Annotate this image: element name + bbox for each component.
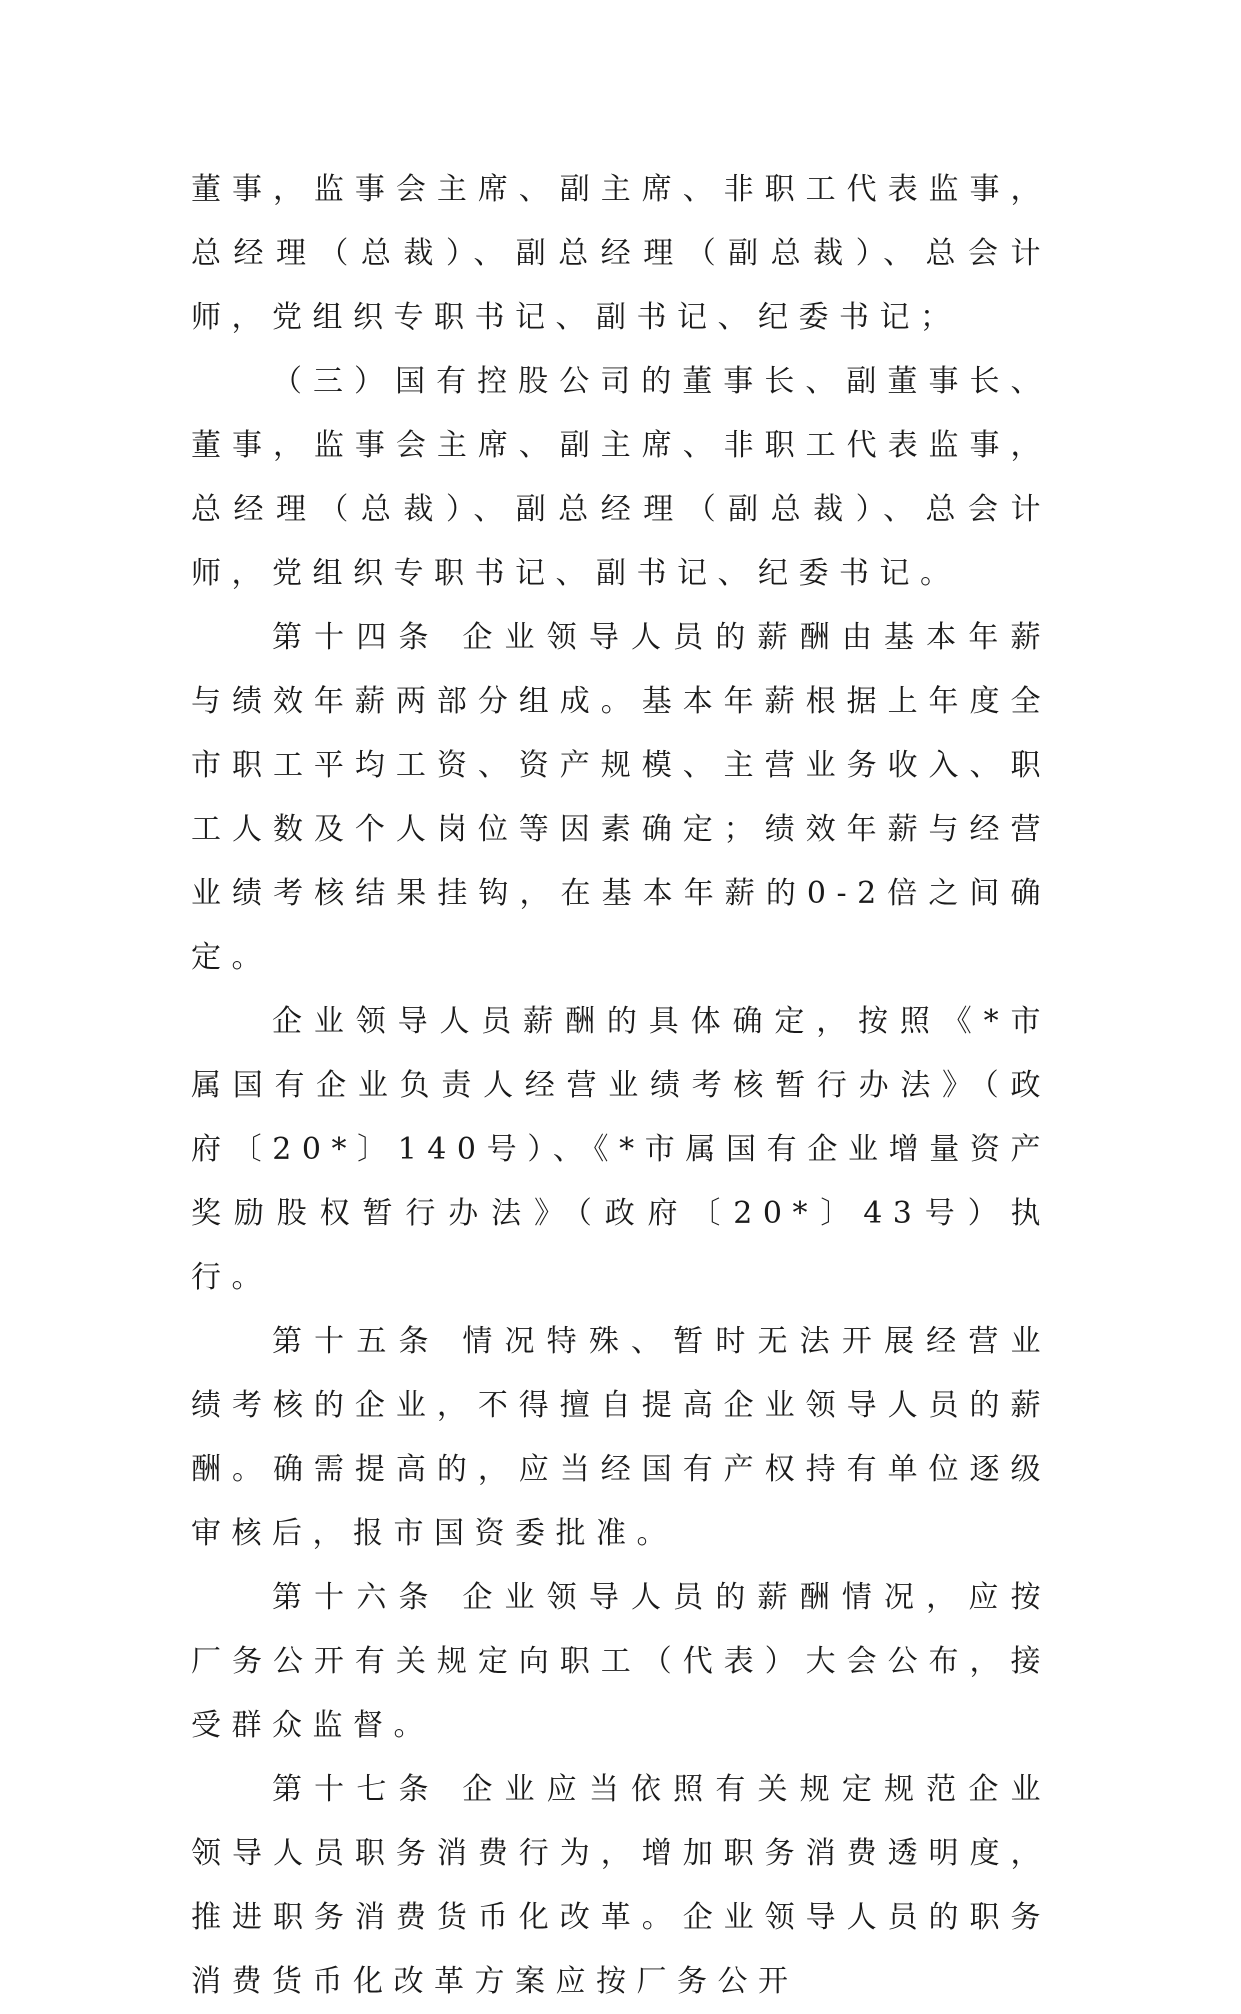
paragraph-item-three: （三）国有控股公司的董事长、副董事长、董事，监事会主席、副主席、非职工代表监事，总经理（总裁）、副总经理（副总裁）、总会计师，党组织专职书记、副书记、纪委书记。 — [191, 364, 1051, 591]
paragraph-continuation: 董事，监事会主席、副主席、非职工代表监事，总经理（总裁）、副总经理（副总裁）、总会计师，党组织专职书记、副书记、纪委书记； — [191, 172, 1051, 335]
document-body — [191, 158, 1051, 2014]
paragraph-article-17: 第十七条 企业应当依照有关规定规范企业领导人员职务消费行为，增加职务消费透明度，推进职务消费货币化改革。企业领导人员的职务消费货币化改革方案应按厂务公开 — [191, 1772, 1051, 1999]
paragraph-article-15: 第十五条 情况特殊、暂时无法开展经营业绩考核的企业，不得擅自提高企业领导人员的薪酬。确需提高的，应当经国有产权持有单位逐级审核后，报市国资委批准。 — [191, 1324, 1051, 1551]
paragraph-article-16: 第十六条 企业领导人员的薪酬情况，应按厂务公开有关规定向职工（代表）大会公布，接受群众监督。 — [191, 1580, 1051, 1743]
paragraph-article-14: 第十四条 企业领导人员的薪酬由基本年薪与绩效年薪两部分组成。基本年薪根据上年度全市职工平均工资、资产规模、主营业务收入、职工人数及个人岗位等因素确定；绩效年薪与经营业绩考核结果挂钩，在基本年薪的0-2倍之间确定。 — [191, 620, 1051, 975]
paragraph-article-14-detail: 企业领导人员薪酬的具体确定，按照《*市属国有企业负责人经营业绩考核暂行办法》（政府〔20*〕140号）、《*市属国有企业增量资产奖励股权暂行办法》（政府〔20*〕43号）执行。 — [191, 1004, 1051, 1295]
